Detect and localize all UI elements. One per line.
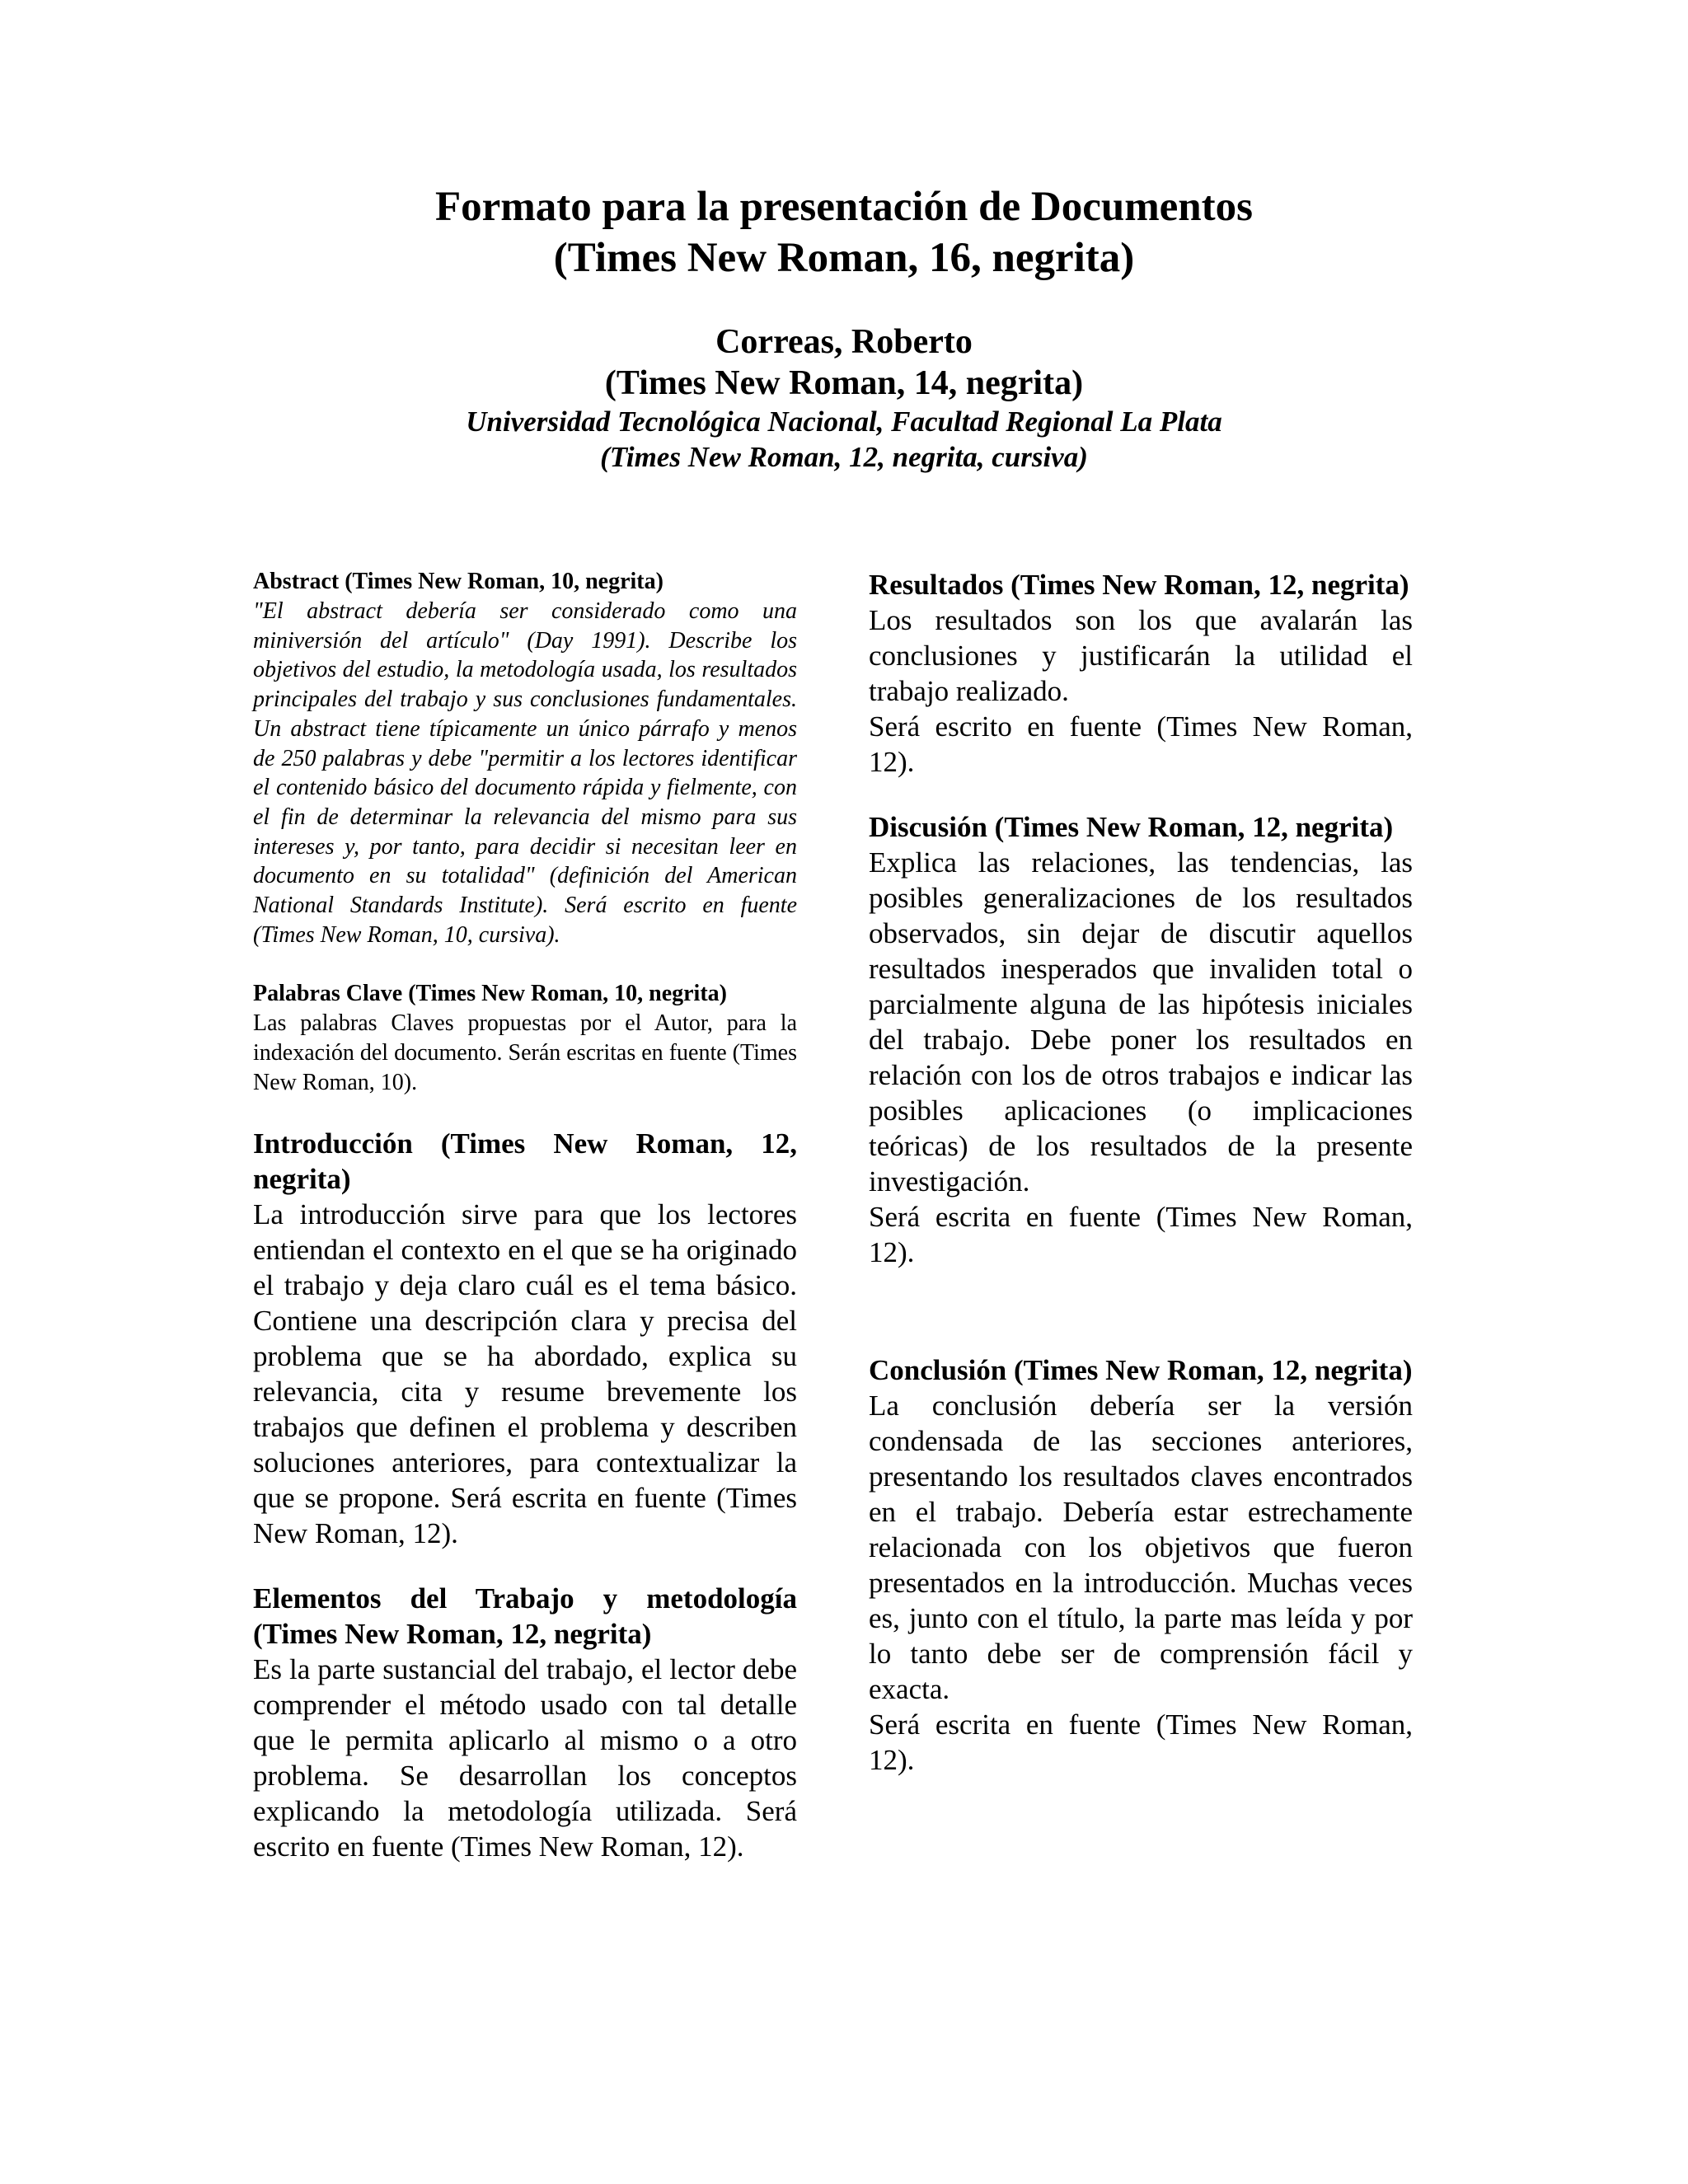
resultados-section xyxy=(869,567,1413,780)
introduccion-section xyxy=(253,1126,797,1551)
discusion-body: Explica las relaciones, las tendencias, las posibles generalizaciones de los resultados observados, sin dejar de discutir aquellos resultados inesperados que invaliden total o parcialmente alguna de las hipótesis iniciales del trabajo. Debe poner los resultados en relación con los de otros trabajos e indicar las posibles aplicaciones (o implicaciones teóricas) de los resultados de la presente investigación. xyxy=(869,846,1413,1197)
author-affiliation: Universidad Tecnológica Nacional, Facultad Regional La Plata xyxy=(466,405,1222,438)
right-column xyxy=(869,567,1413,1778)
title-line-1: Formato para la presentación de Documentos xyxy=(434,184,1254,230)
elementos-section xyxy=(253,1581,797,1864)
author-affiliation-format: (Times New Roman, 12, negrita, cursiva) xyxy=(600,441,1088,473)
conclusion-body: La conclusión debería ser la versión condensada de las secciones anteriores, presentando los resultados claves encontrados en el trabajo. Debería estar estrechamente relacionada con los objetivos que fueron presentados en la introducción. Muchas veces es, junto con el título, la parte mas leída y por lo tanto debe ser de comprensión fácil y exacta. xyxy=(869,1390,1413,1705)
author-name: Correas, Roberto xyxy=(715,323,973,361)
discusion-section xyxy=(869,809,1413,1270)
author-block xyxy=(0,321,1688,475)
elementos-heading: Elementos del Trabajo y metodología (Times New Roman, 12, negrita) xyxy=(253,1582,797,1650)
discusion-heading: Discusión (Times New Roman, 12, negrita) xyxy=(869,811,1394,843)
elementos-body: Es la parte sustancial del trabajo, el lector debe comprender el método usado con tal detalle que le permita aplicarlo al mismo o a otro problema. Se desarrollan los conceptos explicando la metodología utilizada. Será escrito en fuente (Times New Roman, 12). xyxy=(253,1652,797,1863)
introduccion-body: La introducción sirve para que los lectores entiendan el contexto en el que se ha originado el trabajo y deja claro cuál es el tema básico. Contiene una descripción clara y precisa del problema que se ha abordado, explica su relevancia, cita y resume brevemente los trabajos que definen el problema y describen soluciones anteriores, para contextualizar la que se propone. Será escrita en fuente (Times New Roman, 12). xyxy=(253,1197,797,1549)
keywords-section xyxy=(253,979,797,1097)
document-title xyxy=(0,181,1688,284)
left-column xyxy=(253,567,797,1864)
resultados-font-note: Será escrito en fuente (Times New Roman, 12). xyxy=(869,710,1413,778)
discusion-font-note: Será escrita en fuente (Times New Roman, 12). xyxy=(869,1201,1413,1268)
keywords-body: Las palabras Claves propuestas por el Autor, para la indexación del documento. Serán escritas en fuente (Times New Roman, 10). xyxy=(253,1010,797,1095)
abstract-section xyxy=(253,567,797,949)
resultados-heading: Resultados (Times New Roman, 12, negrita) xyxy=(869,569,1409,601)
introduccion-heading: Introducción (Times New Roman, 12, negrita) xyxy=(253,1127,797,1195)
abstract-heading: Abstract (Times New Roman, 10, negrita) xyxy=(253,569,663,594)
conclusion-font-note: Será escrita en fuente (Times New Roman, 12). xyxy=(869,1708,1413,1776)
author-name-format: (Times New Roman, 14, negrita) xyxy=(604,364,1084,402)
conclusion-section xyxy=(869,1352,1413,1778)
conclusion-heading: Conclusión (Times New Roman, 12, negrita) xyxy=(869,1354,1413,1386)
title-line-2: (Times New Roman, 16, negrita) xyxy=(553,235,1135,281)
keywords-heading: Palabras Clave (Times New Roman, 10, negrita) xyxy=(253,981,727,1007)
resultados-body: Los resultados son los que avalarán las conclusiones y justificarán la utilidad el trabajo realizado. xyxy=(869,604,1413,707)
abstract-body: "El abstract debería ser considerado como una miniversión del artículo" (Day 1991). Describe los objetivos del estudio, la metodología usada, los resultados principales del trabajo y sus conclusiones fundamentales. Un abstract tiene típicamente un único párrafo y menos de 250 palabras y debe "permitir a los lectores identificar el contenido básico del documento rápida y fielmente, con el fin de determinar la relevancia del mismo para sus intereses y, por tanto, para decidir si necesitan leer en documento en su totalidad" (definición del American National Standards Institute). Será escrito en fuente (Times New Roman, 10, cursiva). xyxy=(253,598,797,948)
